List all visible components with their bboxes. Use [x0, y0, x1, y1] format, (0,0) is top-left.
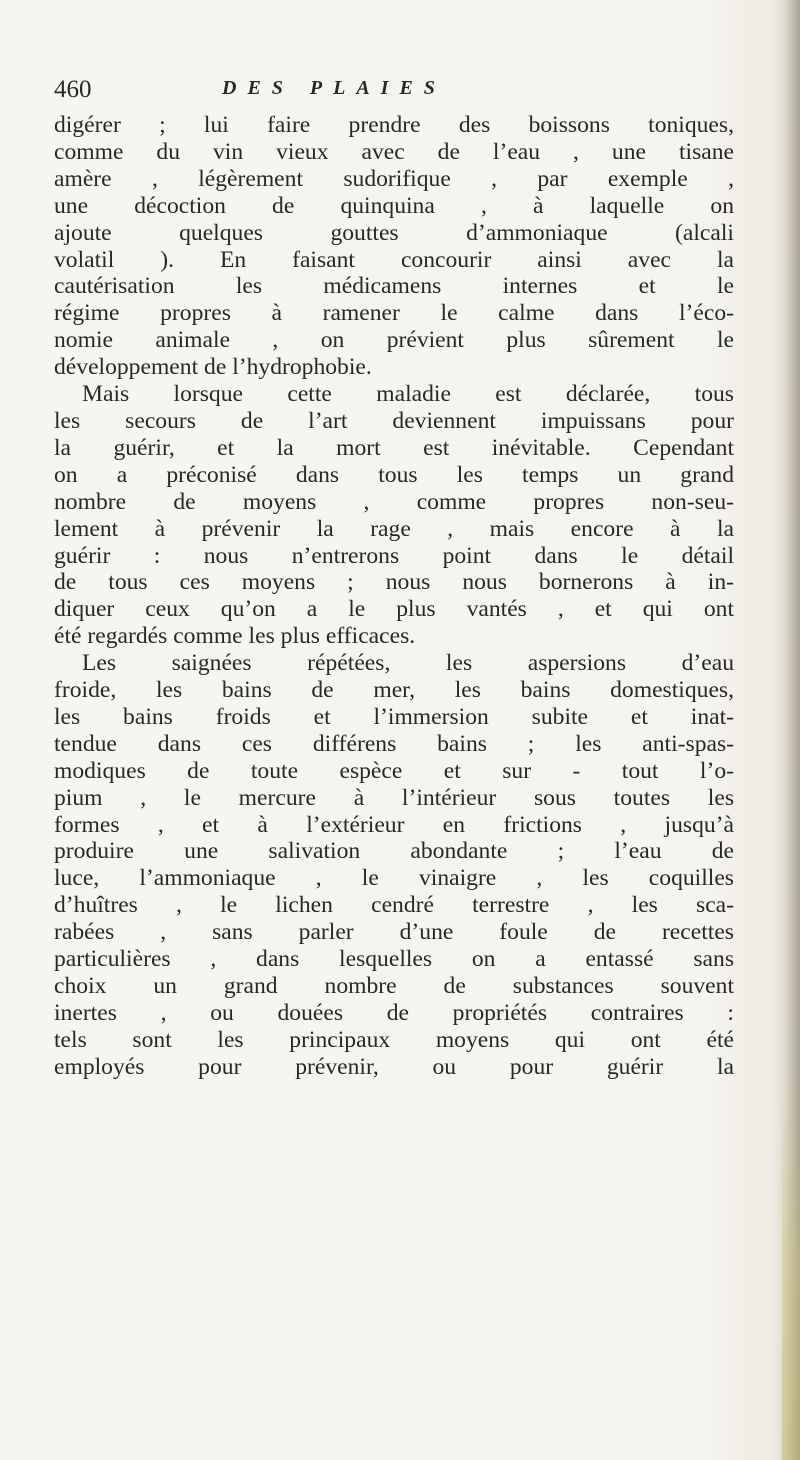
text-line: nomie animale , on prévient plus sûrement le	[54, 327, 734, 354]
page-edge-stain	[782, 1080, 800, 1460]
text-line: pium , le mercure à l’intérieur sous toutes les	[54, 784, 734, 811]
text-line: produire une salivation abondante ; l’eau de	[54, 838, 734, 865]
text-line: une décoction de quinquina , à laquelle on	[54, 192, 734, 219]
text-line: la guérir, et la mort est inévitable. Cependant	[54, 434, 734, 461]
text-line: volatil ). En faisant concourir ainsi avec la	[54, 246, 734, 273]
text-line: été regardés comme les plus efficaces.	[54, 623, 416, 650]
text-line: nombre de moyens , comme propres non-seu-	[54, 488, 734, 515]
text-line: les secours de l’art deviennent impuissans pour	[54, 407, 734, 434]
text-line: de tous ces moyens ; nous nous bornerons à in-	[54, 569, 734, 596]
text-line: modiques de toute espèce et sur - tout l’o-	[54, 757, 734, 784]
text-line: rabées , sans parler d’une foule de recettes	[54, 919, 734, 946]
text-line: on a préconisé dans tous les temps un grand	[54, 461, 734, 488]
text-line: tels sont les principaux moyens qui ont été	[54, 1026, 734, 1053]
text-line: guérir : nous n’entrerons point dans le détail	[54, 542, 734, 569]
body-text	[54, 112, 734, 1081]
text-line: les bains froids et l’immersion subite et inat-	[54, 703, 734, 730]
paragraph-start-line: Les saignées répétées, les aspersions d’eau	[82, 650, 734, 677]
page-number: 460	[54, 76, 92, 103]
text-line: tendue dans ces différens bains ; les anti-spas-	[54, 730, 734, 757]
paragraph-start-line: Mais lorsque cette maladie est déclarée, tous	[82, 381, 734, 408]
text-line: employés pour prévenir, ou pour guérir la	[54, 1053, 734, 1080]
text-line: particulières , dans lesquelles on a entassé sans	[54, 946, 734, 973]
text-line: diquer ceux qu’on a le plus vantés , et qui ont	[54, 596, 734, 623]
text-line: froide, les bains de mer, les bains domestiques,	[54, 677, 734, 704]
text-line: formes , et à l’extérieur en frictions , jusqu’à	[54, 811, 734, 838]
page-header	[54, 76, 734, 106]
text-line: lement à prévenir la rage , mais encore à la	[54, 515, 734, 542]
text-line: d’huîtres , le lichen cendré terrestre , les sca-	[54, 892, 734, 919]
text-line: cautérisation les médicamens internes et le	[54, 273, 734, 300]
text-line: régime propres à ramener le calme dans l’éco-	[54, 300, 734, 327]
text-line: choix un grand nombre de substances souvent	[54, 973, 734, 999]
running-title: DES PLAIES	[222, 77, 446, 99]
text-line: comme du vin vieux avec de l’eau , une tisane	[54, 138, 734, 165]
text-line: inertes , ou douées de propriétés contraires :	[54, 999, 734, 1026]
text-line: développement de l’hydrophobie.	[54, 354, 372, 381]
text-line: amère , légèrement sudorifique , par exemple ,	[54, 165, 734, 192]
text-line: luce, l’ammoniaque , le vinaigre , les coquilles	[54, 865, 734, 892]
text-line: ajoute quelques gouttes d’ammoniaque (alcali	[54, 219, 734, 246]
text-line: digérer ; lui faire prendre des boissons toniques,	[54, 112, 734, 138]
